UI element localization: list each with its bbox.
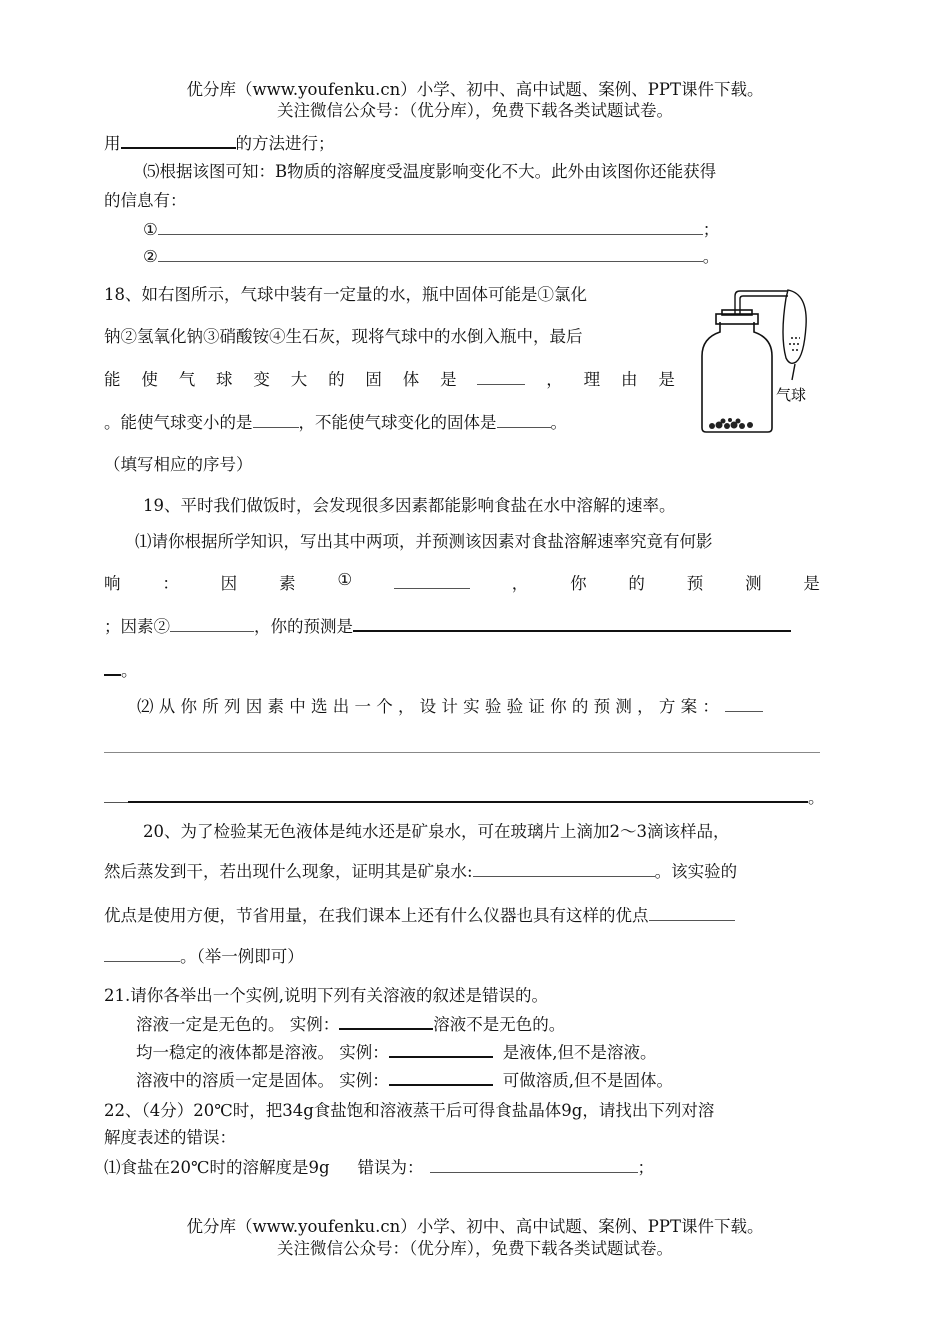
q17-method-blank[interactable] [121,146,236,149]
q20-line2 [104,858,737,882]
q18-nochange-blank[interactable] [497,426,551,428]
q17-item2-blank[interactable] [158,260,703,262]
q17-item1-end: ； [702,220,720,239]
q17-item2-mark: ② [143,247,158,266]
q20-instrument-blank-cont[interactable] [104,960,180,962]
q18-w: 气 [178,370,196,389]
q18-w: 的 [328,370,345,389]
q18-w: 球 [216,370,233,389]
q19-predict2-blank[interactable] [353,629,791,632]
q21-row1-claim: 溶液一定是无色的。 实例： [136,1015,340,1034]
q19-w: 因 [220,574,238,593]
header-line-1: 优分库（www.youfenku.cn）小学、初中、高中试题、案例、PPT课件下载。 [186,80,764,99]
q18-enlarge-blank[interactable] [477,383,525,385]
q19-part1-line3 [104,613,791,637]
q17-method-pre: 用 [104,134,121,153]
q21-row1-blank[interactable] [339,1027,433,1030]
q18-w: 固 [365,370,382,389]
solid-particles-icon [709,418,753,429]
q17-method-line [104,130,335,154]
q18-shrink-blank[interactable] [253,426,299,428]
q18-w: 大 [290,370,308,389]
q19-plan-blank[interactable] [725,710,763,712]
q19-predict2-text: ，你的预测是 [254,617,353,636]
q19-line4-end: 。 [121,661,138,680]
q21-row2-claim: 均一稳定的液体都是溶液。 实例： [136,1043,389,1062]
q22-part1-statement: ⑴食盐在20℃时的溶解度是9g [104,1158,330,1177]
q22-part1-label: 错误为： [357,1158,424,1177]
q18-shrink-text: 。能使气球变小的是 [104,413,253,432]
q17-part5-line1: ⑸根据该图可知：B物质的溶解度受温度影响变化不大。此外由该图你还能获得 [143,162,717,181]
q19-plan-line-2[interactable] [104,752,820,753]
q20-line4-text: 。（举一例即可） [180,947,304,966]
q22-part1-blank[interactable] [430,1171,638,1173]
q20-line4 [104,943,304,967]
q19-part1-line1: ⑴请你根据所学知识，写出其中两项，并预测该因素对食盐溶解速率究竟有何影 [135,532,713,551]
q19-w: 预 [686,574,704,593]
q19-w: ： [162,574,179,593]
q21-row2-tail: 是液体,但不是溶液。 [502,1043,657,1062]
q19-plan-blank-b[interactable] [128,800,808,803]
q19-w: 你 [570,574,587,593]
q18-w: 变 [253,370,270,389]
q19-w: 的 [628,574,645,593]
q22-line2: 解度表述的错误： [104,1128,236,1147]
q22-part1-end: ； [637,1158,655,1177]
q19-part2-text: ⑵ 从 你 所 列 因 素 中 选 出 一 个 ， 设 计 实 验 验 证 你 的 预 测 ， 方 案 ： [137,697,719,716]
footer-line-2: 关注微信公众号：（优分库），免费下载各类试题试卷。 [277,1239,673,1258]
q20-line2-end: 。该实验的 [654,862,738,881]
footer-line-1: 优分库（www.youfenku.cn）小学、初中、高中试题、案例、PPT课件下载。 [186,1217,764,1236]
bottle-balloon-figure [692,286,824,434]
q18-w: 能 [104,370,121,389]
q18-line2: 钠②氢氧化钠③硝酸铵④生石灰，现将气球中的水倒入瓶中，最后 [104,327,583,346]
q19-predict2-blank-cont[interactable] [104,673,121,676]
q18-line4 [104,409,567,433]
q19-part1-line4 [104,657,138,681]
q19-w: 响 [104,574,121,593]
q18-line5: （填写相应的序号） [104,455,253,474]
q18-w: 是 [658,370,675,389]
q20-line1: 20、为了检验某无色液体是纯水还是矿泉水，可在玻璃片上滴加2～3滴该样品， [143,822,730,841]
q17-item1-blank[interactable] [158,233,703,235]
q21-row3-blank[interactable] [389,1083,493,1086]
q17-method-post: 的方法进行； [235,134,335,153]
q21-row2-blank[interactable] [389,1055,493,1058]
q18-comma: ， [546,370,563,389]
q18-line4-end: 。 [550,413,567,432]
q17-item1-mark: ① [143,220,158,239]
q17-item2-end: 。 [702,247,720,266]
q19-intro: 19、平时我们做饭时，会发现很多因素都能影响食盐在水中溶解的速率。 [143,496,676,515]
q18-w: 体 [402,370,420,389]
q21-row3-tail: 可做溶质,但不是固体。 [502,1071,673,1090]
q20-instrument-blank[interactable] [649,919,735,921]
q19-part2-line1 [137,693,763,717]
q20-line3-text: 优点是使用方便，节省用量，在我们课本上还有什么仪器也具有这样的优点 [104,906,649,925]
q20-line3 [104,902,735,926]
q18-w: 是 [440,370,457,389]
q19-factor2-blank[interactable] [170,630,254,632]
q21-row-1 [136,1011,565,1035]
q19-w: 是 [803,574,820,593]
balloon-label: 气球 [776,386,807,404]
q19-factor2-text: ；因素② [104,617,170,636]
q19-factor1-blank[interactable] [394,587,470,589]
balloon-icon [783,290,806,380]
q18-w: 由 [620,370,638,389]
header-line-2: 关注微信公众号：（优分库），免费下载各类试题试卷。 [277,101,673,120]
q17-info-item-1 [143,216,719,240]
q18-w: 使 [141,370,158,389]
q19-w: 素 [278,574,296,593]
q19-comma: ， [511,574,529,593]
q19-w: ① [337,570,353,589]
q17-info-item-2 [143,243,719,267]
q22-part1 [104,1154,654,1178]
q21-row-2 [136,1039,657,1063]
q19-part2-end: 。 [808,788,825,807]
q18-line3 [104,366,675,390]
q21-row3-claim: 溶液中的溶质一定是固体。 实例： [136,1071,389,1090]
q21-row-3 [136,1067,673,1091]
bottle-icon [702,291,788,432]
q19-plan-blank-a[interactable] [104,801,128,803]
q20-phenomenon-blank[interactable] [473,875,655,877]
q22-line1: 22、（4分）20℃时，把34g食盐饱和溶液蒸干后可得食盐晶体9g，请找出下列对溶 [104,1101,715,1120]
q19-w: 测 [745,574,762,593]
q18-w: 理 [583,370,601,389]
q18-line1: 18、如右图所示，气球中装有一定量的水，瓶中固体可能是①氯化 [104,285,587,304]
q20-phenomenon-text: 然后蒸发到干，若出现什么现象，证明其是矿泉水: [104,862,473,881]
q21-row1-tail: 溶液不是无色的。 [433,1015,566,1034]
q17-part5-line2: 的信息有： [104,191,187,210]
q18-nochange-text: ，不能使气球变化的固体是 [298,413,497,432]
q19-part2-line3 [104,784,825,808]
q21-intro: 21.请你各举出一个实例,说明下列有关溶液的叙述是错误的。 [104,986,548,1005]
q19-part1-line2 [104,570,820,594]
